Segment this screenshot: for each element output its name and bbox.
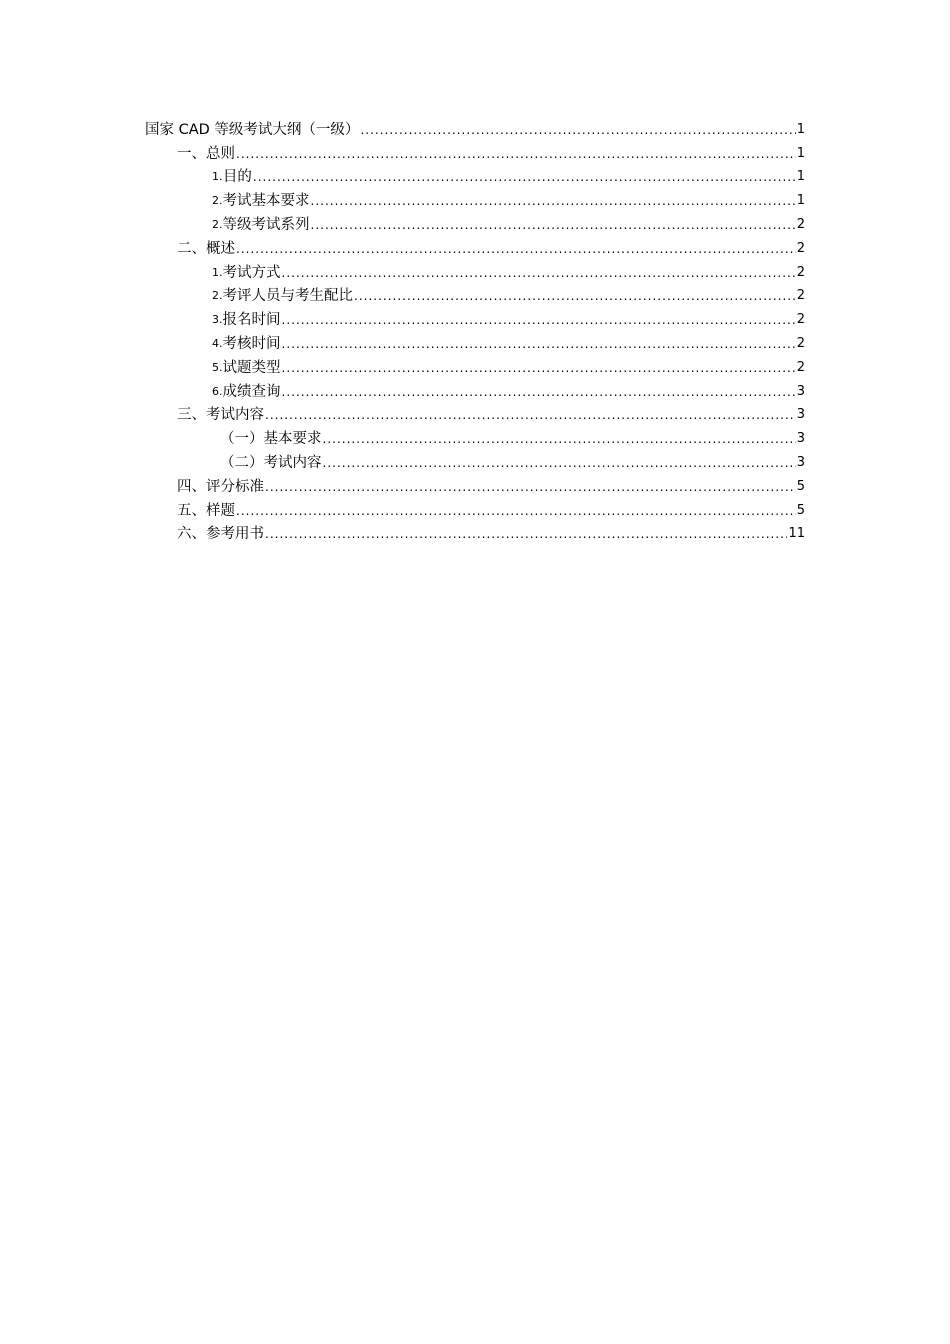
toc-entry-label: 四、评分标准	[177, 478, 264, 495]
toc-entry[interactable]	[145, 520, 805, 544]
toc-entry[interactable]	[145, 282, 805, 306]
toc-dot-leader	[265, 525, 787, 543]
toc-entry[interactable]	[145, 424, 805, 448]
toc-page-number: 1	[796, 193, 805, 209]
toc-dot-leader	[354, 287, 796, 305]
table-of-contents	[145, 115, 805, 543]
toc-entry-label: 考核时间	[222, 335, 281, 352]
toc-entry-number: 1.	[212, 265, 223, 279]
toc-entry-label: 国家 CAD 等级考试大纲（一级）	[145, 121, 360, 138]
toc-entry-label: 目的	[222, 169, 252, 186]
toc-entry[interactable]	[145, 305, 805, 329]
toc-entry-label: 五、样题	[177, 502, 235, 519]
toc-page-number: 2	[796, 264, 805, 280]
toc-entry[interactable]	[145, 210, 805, 234]
toc-page-number: 3	[796, 454, 805, 470]
toc-dot-leader	[282, 383, 796, 401]
toc-dot-leader	[282, 311, 796, 329]
toc-page-number: 11	[788, 526, 805, 542]
toc-page-number: 2	[796, 335, 805, 351]
toc-entry[interactable]	[145, 353, 805, 377]
toc-page-number: 5	[796, 478, 805, 494]
toc-entry-label: 三、考试内容	[177, 407, 264, 424]
toc-entry-label: 二、概述	[177, 240, 235, 257]
toc-dot-leader	[323, 430, 796, 448]
toc-dot-leader	[282, 335, 796, 353]
toc-page-number: 5	[796, 502, 805, 518]
toc-entry[interactable]	[145, 115, 805, 139]
toc-dot-leader	[311, 216, 796, 234]
toc-entry-label: 考评人员与考生配比	[222, 288, 353, 305]
toc-entry-number: 2.	[212, 217, 223, 231]
toc-page-number: 1	[796, 169, 805, 185]
toc-entry-label: 等级考试系列	[222, 216, 310, 233]
toc-dot-leader	[236, 145, 796, 163]
toc-dot-leader	[236, 502, 796, 520]
toc-entry-number: 1.	[212, 170, 223, 184]
toc-page-number: 3	[796, 407, 805, 423]
toc-dot-leader	[323, 454, 796, 472]
toc-entry[interactable]	[145, 472, 805, 496]
toc-entry[interactable]	[145, 496, 805, 520]
toc-dot-leader	[253, 168, 796, 186]
toc-entry-number: 3.	[212, 313, 223, 327]
toc-entry-number: 6.	[212, 384, 223, 398]
toc-page-number: 3	[796, 383, 805, 399]
toc-dot-leader	[265, 478, 796, 496]
toc-entry[interactable]	[145, 163, 805, 187]
toc-page-number: 2	[796, 288, 805, 304]
toc-entry-number: 2.	[212, 194, 223, 208]
toc-entry-number: 5.	[212, 360, 223, 374]
toc-entry[interactable]	[145, 401, 805, 425]
toc-entry[interactable]	[145, 186, 805, 210]
toc-entry-label: 成绩查询	[222, 383, 281, 400]
toc-dot-leader	[282, 264, 796, 282]
toc-entry-label: （二）考试内容	[220, 454, 322, 471]
toc-dot-leader	[265, 406, 796, 424]
toc-page-number: 1	[796, 121, 805, 137]
toc-entry-label: 一、总则	[177, 145, 235, 162]
toc-entry-label: 报名时间	[222, 312, 281, 329]
toc-dot-leader	[236, 240, 796, 258]
toc-entry[interactable]	[145, 329, 805, 353]
toc-entry[interactable]	[145, 448, 805, 472]
toc-dot-leader	[282, 359, 796, 377]
toc-page-number: 2	[796, 312, 805, 328]
toc-entry[interactable]	[145, 258, 805, 282]
toc-page-number: 1	[796, 145, 805, 161]
toc-dot-leader	[360, 121, 795, 139]
toc-page-number: 3	[796, 431, 805, 447]
toc-page-number: 2	[796, 359, 805, 375]
toc-entry[interactable]	[145, 139, 805, 163]
toc-entry-label: 考试基本要求	[222, 193, 310, 210]
toc-entry[interactable]	[145, 377, 805, 401]
toc-entry-number: 2.	[212, 289, 223, 303]
toc-entry-label: （一）基本要求	[220, 431, 322, 448]
toc-dot-leader	[311, 192, 796, 210]
toc-entry-label: 考试方式	[222, 264, 281, 281]
toc-entry-label: 试题类型	[222, 359, 281, 376]
toc-entry-number: 4.	[212, 336, 223, 350]
toc-page-number: 2	[796, 216, 805, 232]
toc-entry-label: 六、参考用书	[177, 526, 264, 543]
toc-page-number: 2	[796, 240, 805, 256]
toc-entry[interactable]	[145, 234, 805, 258]
